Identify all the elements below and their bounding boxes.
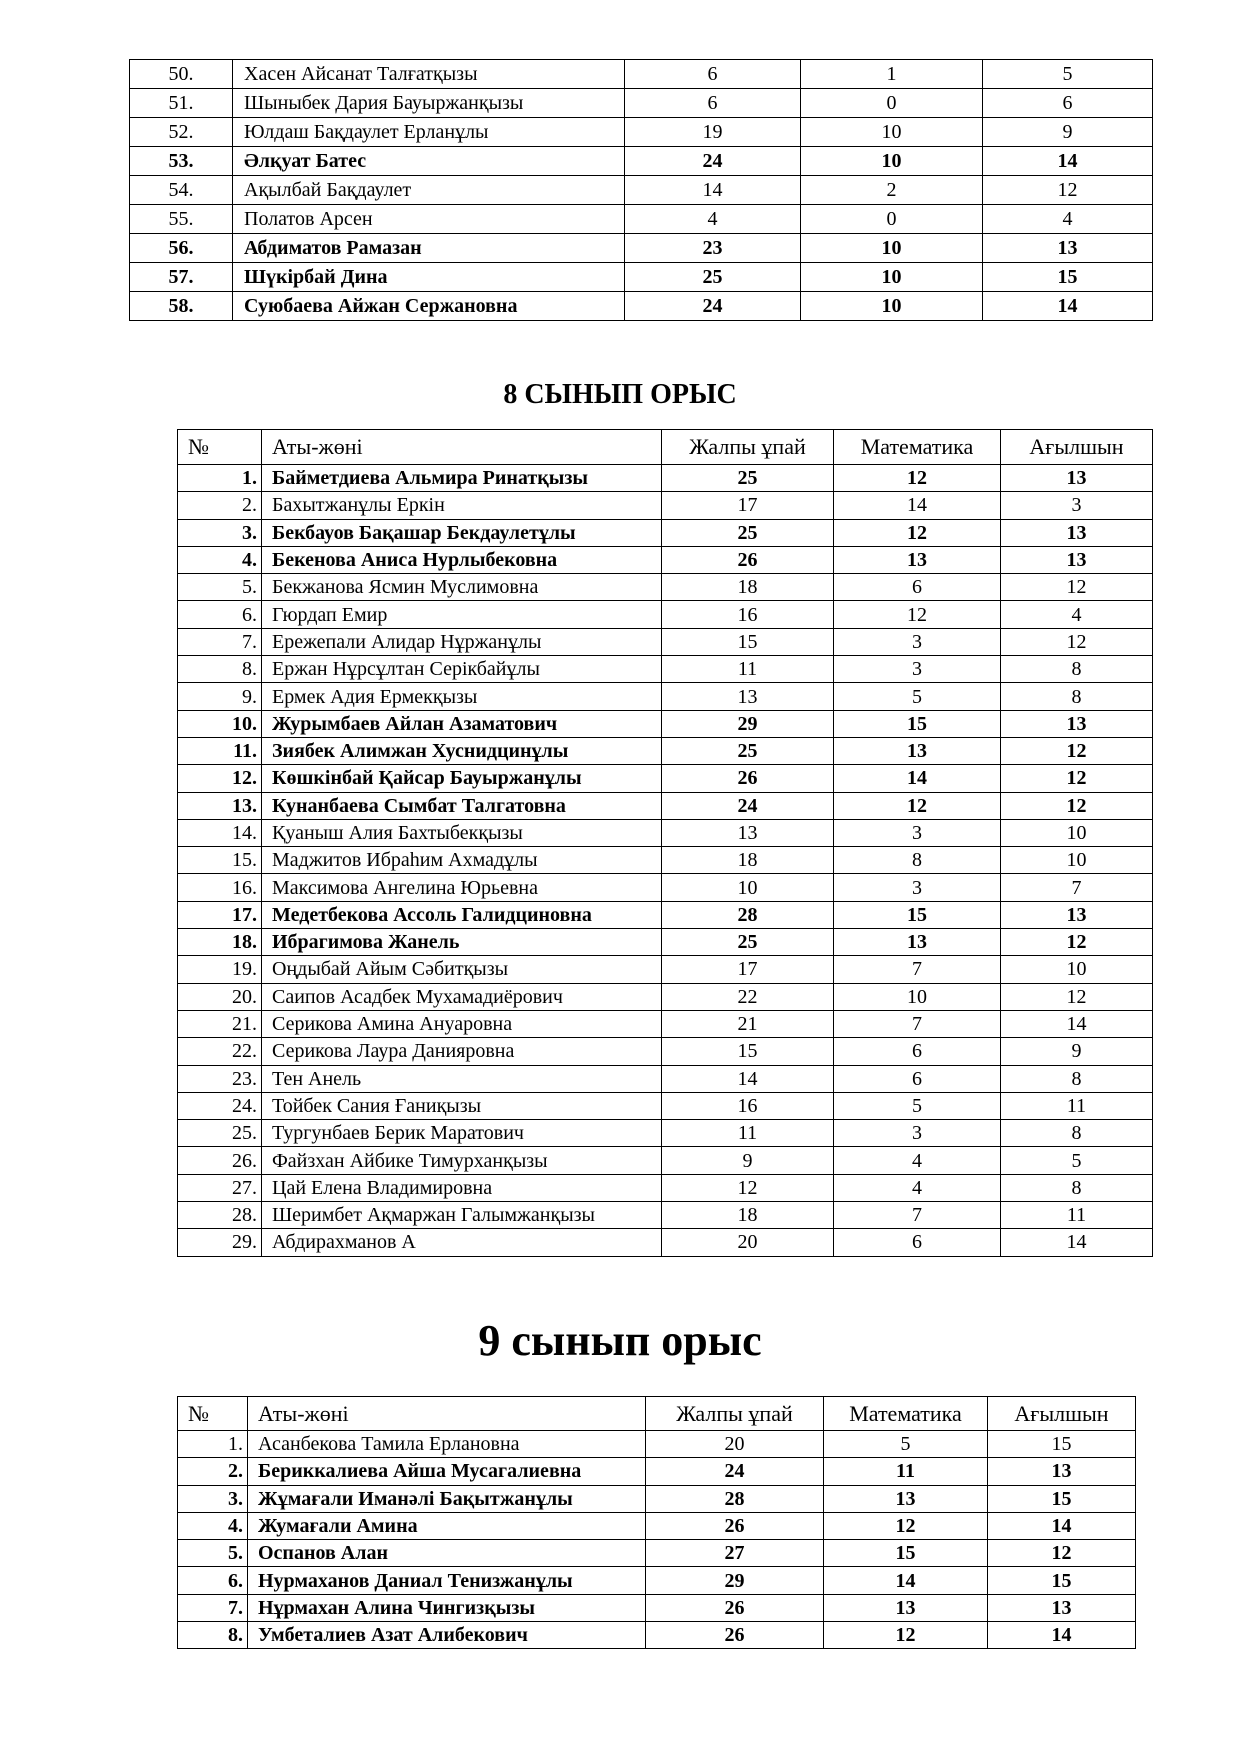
total-score: 6 <box>625 89 801 118</box>
row-number: 54. <box>130 176 233 205</box>
math-score: 10 <box>801 234 983 263</box>
table-row <box>130 89 1153 118</box>
english-score: 15 <box>983 263 1153 292</box>
total-score: 12 <box>662 1174 834 1201</box>
math-score: 10 <box>801 263 983 292</box>
math-score: 14 <box>834 765 1001 792</box>
math-score: 14 <box>824 1567 988 1594</box>
header-english: Ағылшын <box>1001 430 1153 465</box>
row-number: 13. <box>178 792 262 819</box>
table-row <box>178 956 1153 983</box>
total-score: 28 <box>662 901 834 928</box>
student-name: Оңдыбай Айым Сәбитқызы <box>262 956 662 983</box>
english-score: 11 <box>1001 1092 1153 1119</box>
english-score: 8 <box>1001 683 1153 710</box>
math-score: 13 <box>824 1485 988 1512</box>
total-score: 26 <box>646 1512 824 1539</box>
student-name: Ақылбай Бақдаулет <box>233 176 625 205</box>
table-row <box>130 234 1153 263</box>
section-title-grade-9: 9 сынып орыс <box>478 1316 762 1365</box>
total-score: 21 <box>662 1010 834 1037</box>
math-score: 13 <box>834 546 1001 573</box>
english-score: 15 <box>988 1431 1136 1458</box>
english-score: 13 <box>988 1594 1136 1621</box>
table-row <box>178 710 1153 737</box>
student-name: Цай Елена Владимировна <box>262 1174 662 1201</box>
student-name: Суюбаева Айжан Сержановна <box>233 292 625 321</box>
student-name: Хасен Айсанат Талғатқызы <box>233 60 625 89</box>
student-name: Тургунбаев Берик Маратович <box>262 1120 662 1147</box>
total-score: 26 <box>662 765 834 792</box>
total-score: 25 <box>662 737 834 764</box>
table-row <box>178 901 1153 928</box>
math-score: 10 <box>834 983 1001 1010</box>
math-score: 3 <box>834 1120 1001 1147</box>
student-name: Максимова Ангелина Юрьевна <box>262 874 662 901</box>
english-score: 10 <box>1001 847 1153 874</box>
row-number: 27. <box>178 1174 262 1201</box>
table-header <box>178 430 1153 465</box>
table-row <box>178 929 1153 956</box>
student-name: Серикова Амина Ануаровна <box>262 1010 662 1037</box>
row-number: 1. <box>178 1431 248 1458</box>
total-score: 24 <box>625 292 801 321</box>
total-score: 25 <box>662 465 834 492</box>
total-score: 25 <box>625 263 801 292</box>
total-score: 26 <box>646 1622 824 1649</box>
row-number: 17. <box>178 901 262 928</box>
math-score: 0 <box>801 205 983 234</box>
student-name: Гюрдап Емир <box>262 601 662 628</box>
math-score: 12 <box>834 519 1001 546</box>
table-row <box>178 1512 1136 1539</box>
header-total-score: Жалпы ұпай <box>662 430 834 465</box>
student-name: Шүкірбай Дина <box>233 263 625 292</box>
row-number: 52. <box>130 118 233 147</box>
total-score: 28 <box>646 1485 824 1512</box>
section-title-grade-8: 8 СЫНЫП ОРЫС <box>503 379 737 410</box>
student-name: Бахытжанұлы Еркін <box>262 492 662 519</box>
english-score: 12 <box>1001 737 1153 764</box>
math-score: 12 <box>834 465 1001 492</box>
total-score: 16 <box>662 601 834 628</box>
table-row <box>178 628 1153 655</box>
table-row <box>178 601 1153 628</box>
results-table-continued <box>129 59 1153 321</box>
row-number: 4. <box>178 546 262 573</box>
row-number: 12. <box>178 765 262 792</box>
header-math: Математика <box>824 1397 988 1431</box>
total-score: 18 <box>662 1202 834 1229</box>
english-score: 13 <box>1001 901 1153 928</box>
english-score: 10 <box>1001 819 1153 846</box>
math-score: 2 <box>801 176 983 205</box>
student-name: Жұмағали Иманәлі Бақытжанұлы <box>248 1485 646 1512</box>
math-score: 4 <box>834 1174 1001 1201</box>
english-score: 8 <box>1001 1120 1153 1147</box>
table-row <box>178 1202 1153 1229</box>
english-score: 12 <box>1001 574 1153 601</box>
row-number: 9. <box>178 683 262 710</box>
student-name: Бекжанова Ясмин Муслимовна <box>262 574 662 601</box>
math-score: 15 <box>834 901 1001 928</box>
table-row <box>178 1092 1153 1119</box>
row-number: 16. <box>178 874 262 901</box>
table-header <box>178 1397 1136 1431</box>
english-score: 15 <box>988 1567 1136 1594</box>
table-row <box>178 1485 1136 1512</box>
english-score: 15 <box>988 1485 1136 1512</box>
math-score: 6 <box>834 1038 1001 1065</box>
english-score: 9 <box>1001 1038 1153 1065</box>
table-row <box>178 1594 1136 1621</box>
english-score: 8 <box>1001 1065 1153 1092</box>
math-score: 7 <box>834 1202 1001 1229</box>
row-number: 6. <box>178 601 262 628</box>
math-score: 13 <box>834 737 1001 764</box>
math-score: 13 <box>824 1594 988 1621</box>
english-score: 14 <box>1001 1229 1153 1256</box>
english-score: 13 <box>1001 546 1153 573</box>
english-score: 13 <box>983 234 1153 263</box>
student-name: Оспанов Алан <box>248 1540 646 1567</box>
row-number: 21. <box>178 1010 262 1037</box>
english-score: 12 <box>1001 792 1153 819</box>
table-row <box>178 737 1153 764</box>
student-name: Зиябек Алимжан Хуснидцинұлы <box>262 737 662 764</box>
row-number: 23. <box>178 1065 262 1092</box>
total-score: 23 <box>625 234 801 263</box>
row-number: 50. <box>130 60 233 89</box>
row-number: 8. <box>178 1622 248 1649</box>
math-score: 12 <box>824 1622 988 1649</box>
row-number: 22. <box>178 1038 262 1065</box>
table-row <box>130 176 1153 205</box>
table-row <box>178 792 1153 819</box>
student-name: Маджитов Ибраһим Ахмадұлы <box>262 847 662 874</box>
student-name: Шыныбек Дария Бауыржанқызы <box>233 89 625 118</box>
total-score: 24 <box>646 1458 824 1485</box>
table-row <box>178 492 1153 519</box>
english-score: 12 <box>1001 628 1153 655</box>
math-score: 10 <box>801 147 983 176</box>
total-score: 14 <box>662 1065 834 1092</box>
english-score: 14 <box>983 292 1153 321</box>
table-row <box>178 519 1153 546</box>
row-number: 20. <box>178 983 262 1010</box>
row-number: 7. <box>178 628 262 655</box>
math-score: 15 <box>824 1540 988 1567</box>
header-name: Аты-жөні <box>248 1397 646 1431</box>
grade-9-results-table <box>177 1396 1136 1649</box>
math-score: 0 <box>801 89 983 118</box>
table-row <box>178 1229 1153 1256</box>
english-score: 13 <box>988 1458 1136 1485</box>
total-score: 15 <box>662 1038 834 1065</box>
total-score: 9 <box>662 1147 834 1174</box>
english-score: 10 <box>1001 956 1153 983</box>
english-score: 5 <box>1001 1147 1153 1174</box>
table-row <box>178 847 1153 874</box>
results-table-body <box>130 60 1153 321</box>
row-number: 7. <box>178 1594 248 1621</box>
row-number: 55. <box>130 205 233 234</box>
student-name: Жумағали Амина <box>248 1512 646 1539</box>
table-row <box>130 60 1153 89</box>
student-name: Умбеталиев Азат Алибекович <box>248 1622 646 1649</box>
table-row <box>178 1567 1136 1594</box>
row-number: 26. <box>178 1147 262 1174</box>
total-score: 18 <box>662 847 834 874</box>
math-score: 6 <box>834 1229 1001 1256</box>
math-score: 6 <box>834 1065 1001 1092</box>
row-number: 56. <box>130 234 233 263</box>
math-score: 3 <box>834 819 1001 846</box>
total-score: 6 <box>625 60 801 89</box>
english-score: 13 <box>1001 519 1153 546</box>
math-score: 12 <box>834 601 1001 628</box>
student-name: Серикова Лаура Данияровна <box>262 1038 662 1065</box>
header-number: № <box>178 1397 248 1431</box>
header-total-score: Жалпы ұпай <box>646 1397 824 1431</box>
row-number: 51. <box>130 89 233 118</box>
english-score: 13 <box>1001 710 1153 737</box>
total-score: 11 <box>662 656 834 683</box>
student-name: Тойбек Сания Ғаниқызы <box>262 1092 662 1119</box>
header-row <box>178 430 1153 465</box>
total-score: 24 <box>625 147 801 176</box>
english-score: 12 <box>1001 929 1153 956</box>
english-score: 12 <box>988 1540 1136 1567</box>
row-number: 4. <box>178 1512 248 1539</box>
row-number: 57. <box>130 263 233 292</box>
table-row <box>178 574 1153 601</box>
row-number: 19. <box>178 956 262 983</box>
student-name: Абдиматов Рамазан <box>233 234 625 263</box>
total-score: 16 <box>662 1092 834 1119</box>
english-score: 7 <box>1001 874 1153 901</box>
total-score: 26 <box>662 546 834 573</box>
math-score: 7 <box>834 956 1001 983</box>
math-score: 11 <box>824 1458 988 1485</box>
student-name: Көшкінбай Қайсар Бауыржанұлы <box>262 765 662 792</box>
table-row <box>130 292 1153 321</box>
student-name: Кунанбаева Сымбат Талгатовна <box>262 792 662 819</box>
total-score: 22 <box>662 983 834 1010</box>
english-score: 11 <box>1001 1202 1153 1229</box>
math-score: 12 <box>834 792 1001 819</box>
student-name: Юлдаш Бақдаулет Ерланұлы <box>233 118 625 147</box>
english-score: 6 <box>983 89 1153 118</box>
table-row <box>178 1010 1153 1037</box>
math-score: 10 <box>801 118 983 147</box>
table-row <box>178 983 1153 1010</box>
student-name: Қуаныш Алия Бахтыбекқызы <box>262 819 662 846</box>
english-score: 4 <box>983 205 1153 234</box>
row-number: 5. <box>178 574 262 601</box>
header-number: № <box>178 430 262 465</box>
table-body <box>178 465 1153 1257</box>
row-number: 29. <box>178 1229 262 1256</box>
math-score: 14 <box>834 492 1001 519</box>
math-score: 5 <box>834 683 1001 710</box>
student-name: Полатов Арсен <box>233 205 625 234</box>
row-number: 53. <box>130 147 233 176</box>
total-score: 27 <box>646 1540 824 1567</box>
english-score: 8 <box>1001 656 1153 683</box>
student-name: Ермек Адия Ермекқызы <box>262 683 662 710</box>
row-number: 10. <box>178 710 262 737</box>
student-name: Абдирахманов А <box>262 1229 662 1256</box>
total-score: 29 <box>662 710 834 737</box>
english-score: 9 <box>983 118 1153 147</box>
math-score: 4 <box>834 1147 1001 1174</box>
english-score: 4 <box>1001 601 1153 628</box>
table-row <box>130 205 1153 234</box>
row-number: 11. <box>178 737 262 764</box>
row-number: 2. <box>178 492 262 519</box>
row-number: 6. <box>178 1567 248 1594</box>
english-score: 13 <box>1001 465 1153 492</box>
row-number: 3. <box>178 519 262 546</box>
english-score: 12 <box>1001 765 1153 792</box>
header-row <box>178 1397 1136 1431</box>
grade-8-results-table <box>177 429 1153 1257</box>
total-score: 26 <box>646 1594 824 1621</box>
table-row <box>178 1147 1153 1174</box>
math-score: 7 <box>834 1010 1001 1037</box>
total-score: 24 <box>662 792 834 819</box>
total-score: 14 <box>625 176 801 205</box>
student-name: Нұрмахан Алина Чингизқызы <box>248 1594 646 1621</box>
student-name: Бекбауов Бақашар Бекдаулетұлы <box>262 519 662 546</box>
table-row <box>178 1038 1153 1065</box>
student-name: Шеримбет Ақмаржан Галымжанқызы <box>262 1202 662 1229</box>
total-score: 11 <box>662 1120 834 1147</box>
row-number: 28. <box>178 1202 262 1229</box>
table-row <box>130 118 1153 147</box>
total-score: 17 <box>662 492 834 519</box>
table-row <box>130 263 1153 292</box>
total-score: 18 <box>662 574 834 601</box>
total-score: 4 <box>625 205 801 234</box>
row-number: 2. <box>178 1458 248 1485</box>
math-score: 3 <box>834 656 1001 683</box>
student-name: Медетбекова Ассоль Галидциновна <box>262 901 662 928</box>
table-row <box>178 1431 1136 1458</box>
english-score: 12 <box>1001 983 1153 1010</box>
table-row <box>178 1065 1153 1092</box>
math-score: 3 <box>834 874 1001 901</box>
table-row <box>178 1174 1153 1201</box>
student-name: Ибрагимова Жанель <box>262 929 662 956</box>
total-score: 25 <box>662 929 834 956</box>
total-score: 17 <box>662 956 834 983</box>
table-row <box>178 683 1153 710</box>
total-score: 13 <box>662 819 834 846</box>
total-score: 13 <box>662 683 834 710</box>
row-number: 5. <box>178 1540 248 1567</box>
table-row <box>178 656 1153 683</box>
english-score: 14 <box>988 1512 1136 1539</box>
table-row <box>178 819 1153 846</box>
math-score: 1 <box>801 60 983 89</box>
table-row <box>178 1540 1136 1567</box>
row-number: 8. <box>178 656 262 683</box>
student-name: Файзхан Айбике Тимурханқызы <box>262 1147 662 1174</box>
total-score: 10 <box>662 874 834 901</box>
english-score: 12 <box>983 176 1153 205</box>
math-score: 6 <box>834 574 1001 601</box>
math-score: 10 <box>801 292 983 321</box>
header-english: Ағылшын <box>988 1397 1136 1431</box>
table-row <box>130 147 1153 176</box>
math-score: 13 <box>834 929 1001 956</box>
student-name: Әлқуат Батес <box>233 147 625 176</box>
total-score: 29 <box>646 1567 824 1594</box>
table-row <box>178 546 1153 573</box>
row-number: 3. <box>178 1485 248 1512</box>
student-name: Нурмаханов Даниал Тенизжанұлы <box>248 1567 646 1594</box>
math-score: 5 <box>834 1092 1001 1119</box>
math-score: 15 <box>834 710 1001 737</box>
total-score: 19 <box>625 118 801 147</box>
table-row <box>178 1120 1153 1147</box>
english-score: 14 <box>988 1622 1136 1649</box>
table-row <box>178 465 1153 492</box>
row-number: 18. <box>178 929 262 956</box>
student-name: Байметдиева Альмира Ринатқызы <box>262 465 662 492</box>
math-score: 5 <box>824 1431 988 1458</box>
total-score: 20 <box>646 1431 824 1458</box>
english-score: 14 <box>983 147 1153 176</box>
english-score: 3 <box>1001 492 1153 519</box>
math-score: 8 <box>834 847 1001 874</box>
student-name: Тен Анель <box>262 1065 662 1092</box>
table-body <box>178 1431 1136 1649</box>
row-number: 58. <box>130 292 233 321</box>
table-row <box>178 1622 1136 1649</box>
student-name: Ержан Нұрсұлтан Серікбайұлы <box>262 656 662 683</box>
student-name: Ережепали Алидар Нұржанұлы <box>262 628 662 655</box>
total-score: 15 <box>662 628 834 655</box>
student-name: Саипов Асадбек Мухамадиёрович <box>262 983 662 1010</box>
row-number: 1. <box>178 465 262 492</box>
total-score: 20 <box>662 1229 834 1256</box>
student-name: Бекенова Аниса Нурлыбековна <box>262 546 662 573</box>
total-score: 25 <box>662 519 834 546</box>
english-score: 8 <box>1001 1174 1153 1201</box>
english-score: 14 <box>1001 1010 1153 1037</box>
row-number: 14. <box>178 819 262 846</box>
header-name: Аты-жөні <box>262 430 662 465</box>
row-number: 24. <box>178 1092 262 1119</box>
english-score: 5 <box>983 60 1153 89</box>
header-math: Математика <box>834 430 1001 465</box>
math-score: 12 <box>824 1512 988 1539</box>
student-name: Бериккалиева Айша Мусагалиевна <box>248 1458 646 1485</box>
table-row <box>178 874 1153 901</box>
row-number: 15. <box>178 847 262 874</box>
student-name: Асанбекова Тамила Ерлановна <box>248 1431 646 1458</box>
table-row <box>178 765 1153 792</box>
student-name: Журымбаев Айлан Азаматович <box>262 710 662 737</box>
row-number: 25. <box>178 1120 262 1147</box>
math-score: 3 <box>834 628 1001 655</box>
table-row <box>178 1458 1136 1485</box>
